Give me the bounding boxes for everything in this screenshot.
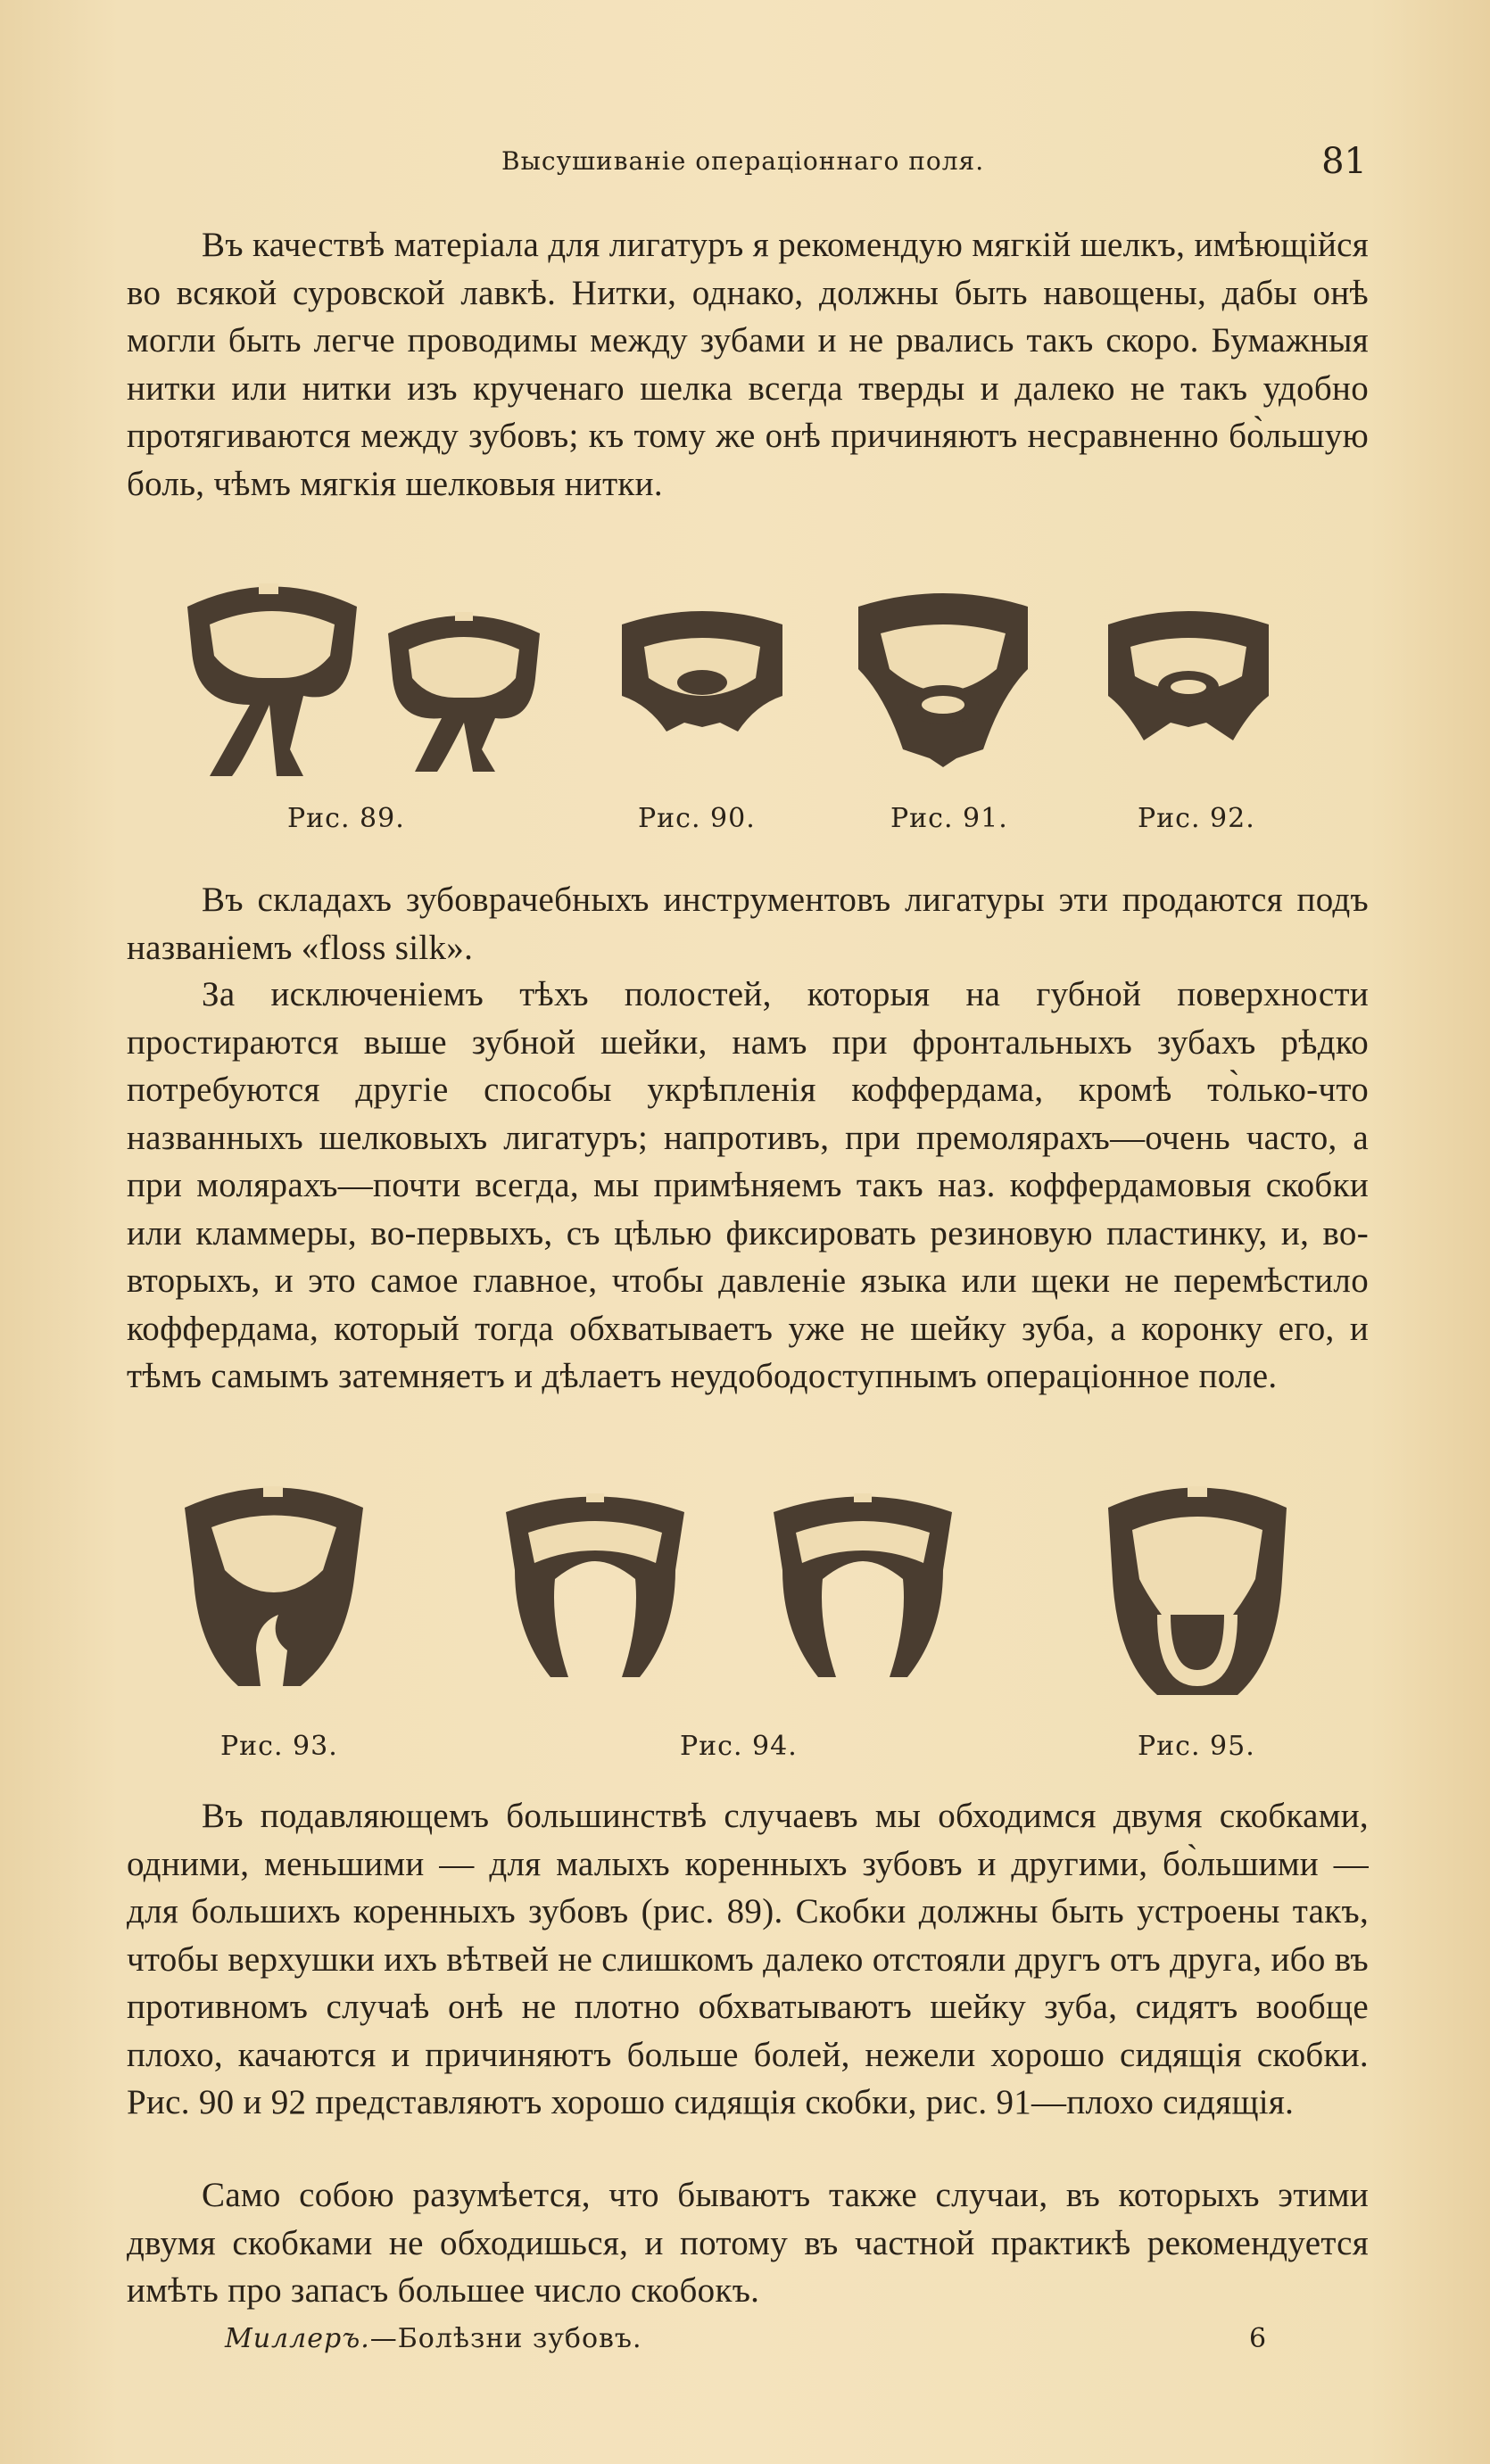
caption-fig-91: Рис. 91. <box>890 803 1008 834</box>
page-number: 81 <box>1321 141 1367 182</box>
clamp-91-illustration <box>849 580 1037 785</box>
caption-fig-95: Рис. 95. <box>1138 1731 1255 1762</box>
paragraph-1 <box>127 221 1369 508</box>
footer-author: Миллеръ. <box>225 2323 370 2354</box>
paragraph-1-text: Въ качествѣ матеріала для лигатуръ я рекомендую мягкій шелкъ, имѣющійся во всякой суровской лавкѣ. Нитки, однако, должны быть навощены, дабы онѣ могли быть легче проводимы между зубами и не рвались такъ скоро. Бумажныя нитки или нитки изъ крученаго шелка всегда тверды и далеко не такъ удобно протягиваются между зубовъ; къ тому же онѣ причиняютъ несравненно бо̀льшую боль, чѣмъ мягкія шелковыя нитки. <box>127 226 1369 503</box>
paragraph-4-text: Въ подавляющемъ большинствѣ случаевъ мы обходимся двумя скобками, одними, меньшими — для малыхъ коренныхъ зубовъ и другими, бо̀льшими — для большихъ коренныхъ зубовъ (рис. 89). Скобки должны быть устроены такъ, чтобы верхушки ихъ вѣтвей не слишкомъ далеко отстояли другъ отъ друга, ибо въ противномъ случаѣ онѣ не плотно обхватываютъ шейку зуба, сидятъ вообще плохо, качаются и причиняютъ больше болей, нежели хорошо сидящія скобки. Рис. 90 и 92 представляютъ хорошо сидящія скобки, рис. 91—плохо сидящія. <box>127 1797 1369 2121</box>
clamp-89b-illustration <box>375 598 553 776</box>
clamp-93-illustration <box>176 1472 372 1695</box>
clamp-92-illustration <box>1099 598 1278 758</box>
paragraph-5 <box>127 2171 1369 2315</box>
figure-row-2 <box>127 1463 1369 1766</box>
clamp-94a-illustration <box>497 1481 693 1695</box>
paragraph-5-text: Само собою разумѣется, что бываютъ также случаи, въ которыхъ этими двумя скобками не обходишься, и потому въ частной практикѣ рекомендуется имѣть про запасъ большее число скобокъ. <box>127 2176 1369 2310</box>
paragraph-3-text: За исключеніемъ тѣхъ полостей, которыя на губной поверхности простираются выше зубной шейки, намъ при фронтальныхъ зубахъ рѣдко потребуются другіе способы укрѣпленія коффердама, кромѣ то̀лько-что названныхъ шелковыхъ лигатуръ; напротивъ, при премолярахъ—очень часто, а при молярахъ—почти всегда, мы примѣняемъ такъ наз. коффердамовыя скобки или кламмеры, во-первыхъ, съ цѣлью фиксировать резиновую пластинку, и, во-вторыхъ, и это самое главное, чтобы давленіе языка или щеки не перемѣстило коффердама, который тогда обхватываетъ уже не шейку зуба, а коронку его, и тѣмъ самымъ затемняетъ и дѣлаетъ неудободоступнымъ операціонное поле. <box>127 975 1369 1395</box>
caption-fig-93: Рис. 93. <box>220 1731 338 1762</box>
paragraph-2-text: Въ складахъ зубоврачебныхъ инструментовъ лигатуры эти продаются подъ названіемъ «floss silk». <box>127 881 1369 967</box>
caption-fig-92: Рис. 92. <box>1138 803 1255 834</box>
clamp-89a-illustration <box>170 571 375 776</box>
clamp-90-illustration <box>613 598 791 758</box>
paragraph-2 <box>127 876 1369 972</box>
footer-title: —Болѣзни зубовъ. <box>369 2323 642 2354</box>
caption-fig-89: Рис. 89. <box>287 803 405 834</box>
paragraph-3 <box>127 971 1369 1401</box>
clamp-94b-illustration <box>765 1481 961 1695</box>
figure-row-1 <box>127 562 1369 834</box>
caption-fig-90: Рис. 90. <box>638 803 756 834</box>
signature-mark: 6 <box>1249 2323 1267 2354</box>
footer-citation <box>225 2323 642 2354</box>
running-head: Высушиваніе операціоннаго поля. <box>501 146 985 176</box>
caption-fig-94: Рис. 94. <box>680 1731 798 1762</box>
paragraph-4 <box>127 1792 1369 2127</box>
clamp-95-illustration <box>1095 1472 1300 1704</box>
page-footer <box>127 2323 1369 2368</box>
page-header <box>127 141 1367 186</box>
